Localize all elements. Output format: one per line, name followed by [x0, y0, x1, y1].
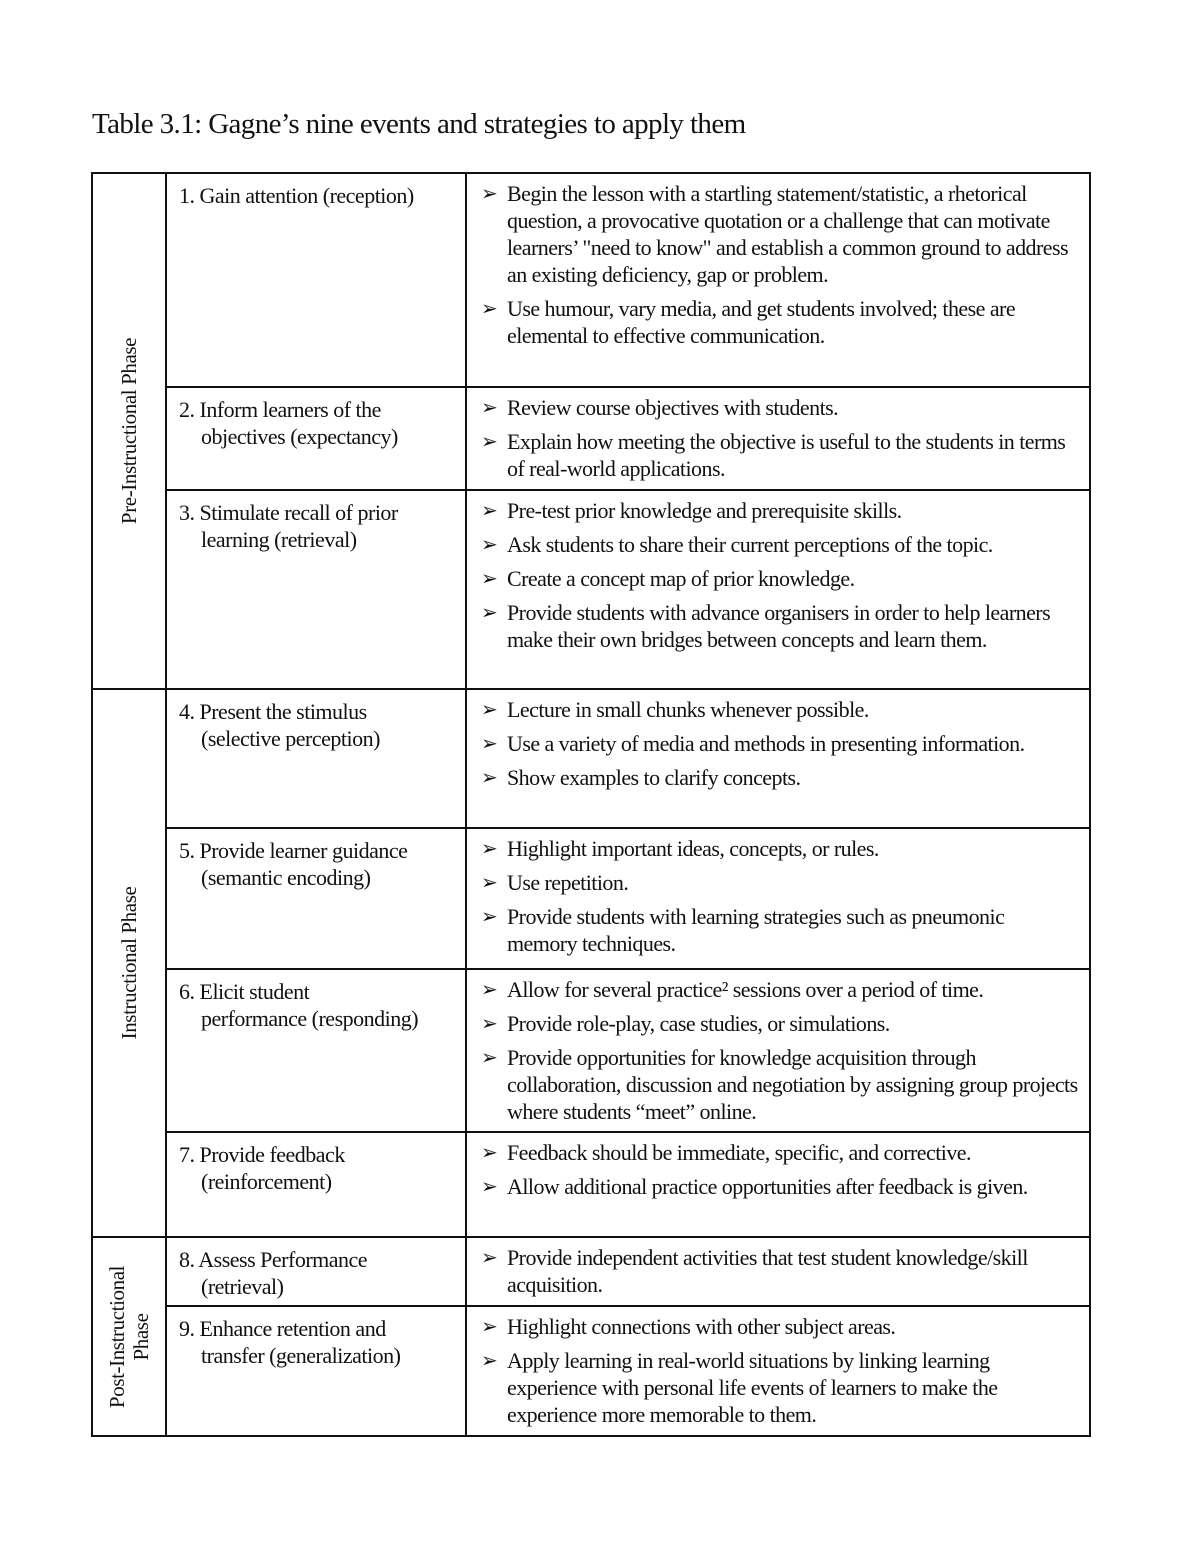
event-label-line2: (semantic encoding)	[201, 865, 371, 890]
arrowhead-bullet-icon: ➢	[481, 600, 498, 624]
strategy-item	[479, 599, 1079, 653]
strategy-item	[479, 1347, 1079, 1428]
strategy-text: Apply learning in real-world situations by linking learning experience with personal life events of learners to make the experience more memorable to them.	[507, 1348, 998, 1427]
strategy-item	[479, 1244, 1079, 1298]
event-label-line1: 7. Provide feedback	[179, 1142, 345, 1167]
strategy-item	[479, 497, 1079, 524]
strategy-text: Explain how meeting the objective is useful to the students in terms of real-world applications.	[507, 429, 1066, 481]
event-label-line2: (reinforcement)	[201, 1169, 332, 1194]
strategy-text: Review course objectives with students.	[507, 395, 839, 420]
strategy-item	[479, 428, 1079, 482]
arrowhead-bullet-icon: ➢	[481, 1314, 498, 1338]
strategy-list	[467, 388, 1089, 488]
arrowhead-bullet-icon: ➢	[481, 1245, 498, 1269]
table-row	[92, 828, 1090, 969]
phase-label: Instructional Phase	[117, 886, 141, 1040]
strategy-list	[467, 829, 1089, 963]
event-cell	[166, 969, 466, 1132]
event-cell	[166, 490, 466, 689]
strategy-text: Ask students to share their current perceptions of the topic.	[507, 532, 993, 557]
event-label	[167, 829, 465, 891]
strategies-cell	[466, 969, 1090, 1132]
arrowhead-bullet-icon: ➢	[481, 765, 498, 789]
strategy-item	[479, 1139, 1079, 1166]
event-cell	[166, 1306, 466, 1436]
strategy-text: Use repetition.	[507, 870, 629, 895]
phase-cell	[92, 173, 166, 689]
strategy-text: Use humour, vary media, and get students involved; these are elemental to effective communication.	[507, 296, 1016, 348]
strategies-cell	[466, 490, 1090, 689]
arrowhead-bullet-icon: ➢	[481, 532, 498, 556]
strategy-item	[479, 835, 1079, 862]
event-label-line2: (retrieval)	[201, 1274, 284, 1299]
table-row	[92, 173, 1090, 387]
table-row	[92, 387, 1090, 490]
strategy-text: Allow additional practice opportunities after feedback is given.	[507, 1174, 1028, 1199]
arrowhead-bullet-icon: ➢	[481, 296, 498, 320]
event-label	[167, 690, 465, 752]
strategy-item	[479, 1044, 1079, 1125]
strategy-text: Create a concept map of prior knowledge.	[507, 566, 855, 591]
strategy-item	[479, 180, 1079, 288]
strategy-item	[479, 976, 1079, 1003]
arrowhead-bullet-icon: ➢	[481, 1140, 498, 1164]
strategy-text: Highlight connections with other subject areas.	[507, 1314, 896, 1339]
strategy-list	[467, 1133, 1089, 1206]
strategy-item	[479, 764, 1079, 791]
arrowhead-bullet-icon: ➢	[481, 836, 498, 860]
table-row	[92, 1132, 1090, 1237]
strategy-item	[479, 696, 1079, 723]
strategy-text: Show examples to clarify concepts.	[507, 765, 801, 790]
table-caption: Table 3.1: Gagne’s nine events and strategies to apply them	[92, 108, 746, 140]
event-label-line1: 9. Enhance retention and	[179, 1316, 386, 1341]
strategies-cell	[466, 387, 1090, 490]
event-cell	[166, 173, 466, 387]
strategy-list	[467, 174, 1089, 355]
strategy-text: Provide role-play, case studies, or simulations.	[507, 1011, 890, 1036]
arrowhead-bullet-icon: ➢	[481, 697, 498, 721]
strategy-list	[467, 970, 1089, 1131]
strategies-cell	[466, 1237, 1090, 1306]
event-label-line1: 3. Stimulate recall of prior	[179, 500, 398, 525]
arrowhead-bullet-icon: ➢	[481, 566, 498, 590]
strategy-item	[479, 1173, 1079, 1200]
table-row	[92, 689, 1090, 828]
strategy-text: Provide students with advance organisers in order to help learners make their own bridges between concepts and learn them.	[507, 600, 1051, 652]
table-row	[92, 969, 1090, 1132]
event-label-line1: 1. Gain attention (reception)	[179, 183, 414, 208]
event-label-line1: 5. Provide learner guidance	[179, 838, 408, 863]
phase-cell	[92, 689, 166, 1237]
event-label-line1: 4. Present the stimulus	[179, 699, 367, 724]
arrowhead-bullet-icon: ➢	[481, 731, 498, 755]
arrowhead-bullet-icon: ➢	[481, 1174, 498, 1198]
arrowhead-bullet-icon: ➢	[481, 1045, 498, 1069]
strategy-list	[467, 491, 1089, 659]
strategy-item	[479, 565, 1079, 592]
strategy-text: Allow for several practice² sessions over a period of time.	[507, 977, 984, 1002]
arrowhead-bullet-icon: ➢	[481, 498, 498, 522]
strategy-text: Feedback should be immediate, specific, and corrective.	[507, 1140, 971, 1165]
strategy-item	[479, 295, 1079, 349]
event-label	[167, 1238, 465, 1300]
event-label	[167, 388, 465, 450]
event-label-line2: learning (retrieval)	[201, 527, 357, 552]
strategy-text: Pre-test prior knowledge and prerequisite skills.	[507, 498, 902, 523]
phase-label: Post-Instructional Phase	[105, 1265, 153, 1408]
arrowhead-bullet-icon: ➢	[481, 1348, 498, 1372]
event-label-line1: 8. Assess Performance	[179, 1247, 368, 1272]
event-cell	[166, 828, 466, 969]
event-label	[167, 970, 465, 1032]
table-row	[92, 1237, 1090, 1306]
event-cell	[166, 1237, 466, 1306]
strategies-cell	[466, 828, 1090, 969]
strategies-cell	[466, 689, 1090, 828]
strategy-text: Use a variety of media and methods in presenting information.	[507, 731, 1025, 756]
phase-label: Pre-Instructional Phase	[117, 337, 141, 525]
event-label-line1: 6. Elicit student	[179, 979, 310, 1004]
event-label-line2: (selective perception)	[201, 726, 380, 751]
strategy-item	[479, 394, 1079, 421]
strategy-text: Provide independent activities that test student knowledge/skill acquisition.	[507, 1245, 1028, 1297]
arrowhead-bullet-icon: ➢	[481, 870, 498, 894]
strategy-text: Lecture in small chunks whenever possible.	[507, 697, 869, 722]
strategy-item	[479, 903, 1079, 957]
strategy-list	[467, 1238, 1089, 1304]
gagne-events-table	[91, 172, 1091, 1437]
strategy-list	[467, 1307, 1089, 1434]
event-label-line2: transfer (generalization)	[201, 1343, 401, 1368]
event-label-line2: objectives (expectancy)	[201, 424, 398, 449]
strategy-item	[479, 1313, 1079, 1340]
strategy-list	[467, 690, 1089, 797]
strategy-item	[479, 531, 1079, 558]
event-label	[167, 491, 465, 553]
arrowhead-bullet-icon: ➢	[481, 395, 498, 419]
arrowhead-bullet-icon: ➢	[481, 1011, 498, 1035]
arrowhead-bullet-icon: ➢	[481, 904, 498, 928]
event-label-line1: 2. Inform learners of the	[179, 397, 381, 422]
table-row	[92, 490, 1090, 689]
phase-cell	[92, 1237, 166, 1436]
strategy-item	[479, 869, 1079, 896]
arrowhead-bullet-icon: ➢	[481, 181, 498, 205]
strategy-text: Provide students with learning strategies such as pneumonic memory techniques.	[507, 904, 1005, 956]
strategy-item	[479, 1010, 1079, 1037]
strategy-text: Begin the lesson with a startling statement/statistic, a rhetorical question, a provocative quotation or a challenge that can motivate learners’ "need to know" and establish a common ground to address an existing deficiency, gap or problem.	[507, 181, 1068, 287]
strategy-text: Provide opportunities for knowledge acquisition through collaboration, discussion and negotiation by assigning group projects where students “meet” online.	[507, 1045, 1078, 1124]
strategies-cell	[466, 173, 1090, 387]
arrowhead-bullet-icon: ➢	[481, 429, 498, 453]
strategies-cell	[466, 1132, 1090, 1237]
event-label	[167, 1133, 465, 1195]
event-label	[167, 174, 465, 209]
event-cell	[166, 1132, 466, 1237]
event-label	[167, 1307, 465, 1369]
table-row	[92, 1306, 1090, 1436]
event-cell	[166, 387, 466, 490]
strategy-text: Highlight important ideas, concepts, or rules.	[507, 836, 879, 861]
event-cell	[166, 689, 466, 828]
strategies-cell	[466, 1306, 1090, 1436]
arrowhead-bullet-icon: ➢	[481, 977, 498, 1001]
event-label-line2: performance (responding)	[201, 1006, 419, 1031]
strategy-item	[479, 730, 1079, 757]
